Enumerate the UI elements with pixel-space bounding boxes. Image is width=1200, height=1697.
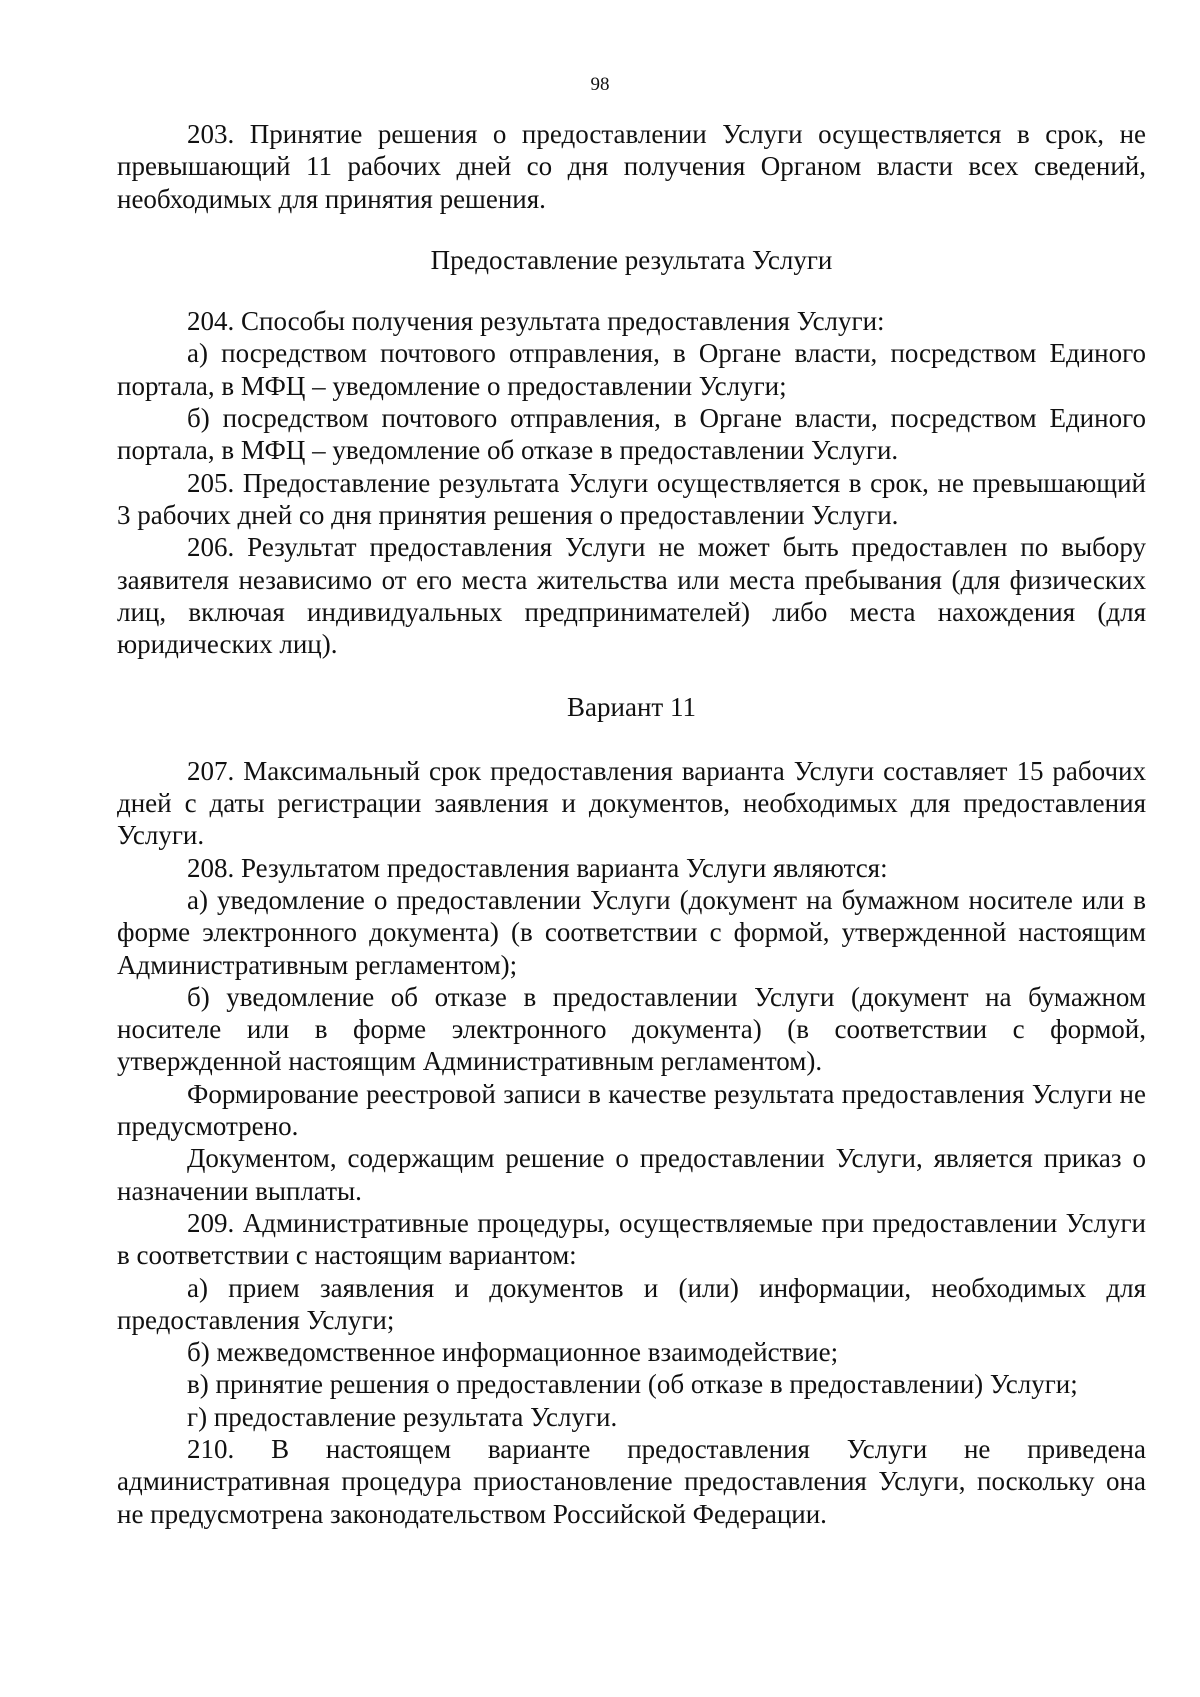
paragraph-209: 209. Административные процедуры, осуществляемые при предоставлении Услуги в соответствии с настоящим вариантом: [117, 1207, 1146, 1271]
paragraph-208: 208. Результатом предоставления варианта Услуги являются: [187, 852, 888, 883]
section-heading-result: Предоставление результата Услуги [430, 244, 833, 275]
paragraph-209-d: г) предоставление результата Услуги. [187, 1401, 618, 1432]
page-number: 98 [590, 74, 610, 95]
paragraph-204: 204. Способы получения результата предоставления Услуги: [187, 306, 885, 337]
paragraph-203: 203. Принятие решения о предоставлении Услуги осуществляется в срок, не превышающий 11 рабочих дней со дня получения Органом власти всех сведений, необходимых для принятия решения. [117, 119, 1146, 214]
paragraph-208-registry: Формирование реестровой записи в качестве результата предоставления Услуги не предусмотрено. [117, 1078, 1146, 1142]
paragraph-209-c: в) принятие решения о предоставлении (об отказе в предоставлении) Услуги; [187, 1369, 1078, 1400]
paragraph-206: 206. Результат предоставления Услуги не может быть предоставлен по выбору заявителя независимо от его места жительства или места пребывания (для физических лиц, включая индивидуальных предпринимателей) либо места нахождения (для юридических лиц). [117, 532, 1146, 660]
paragraph-208-b: б) уведомление об отказе в предоставлении Услуги (документ на бумажном носителе или в форме электронного документа) (в соответствии с формой, утвержденной настоящим Административным регламентом). [117, 981, 1146, 1077]
section-heading-variant: Вариант 11 [567, 692, 696, 723]
paragraph-210: 210. В настоящем варианте предоставления Услуги не приведена административная процедура приостановление предоставления Услуги, поскольку она не предусмотрена законодательством Российской Федерации. [117, 1433, 1146, 1529]
paragraph-204-b: б) посредством почтового отправления, в Органе власти, посредством Единого портала, в МФЦ – уведомление об отказе в предоставлении Услуги. [117, 403, 1146, 466]
paragraph-209-b: б) межведомственное информационное взаимодействие; [187, 1337, 839, 1368]
paragraph-205: 205. Предоставление результата Услуги осуществляется в срок, не превышающий 3 рабочих дней со дня принятия решения о предоставлении Услуги. [117, 467, 1146, 530]
paragraph-204-a: а) посредством почтового отправления, в Органе власти, посредством Единого портала, в МФЦ – уведомление о предоставлении Услуги; [117, 338, 1146, 401]
paragraph-208-a: а) уведомление о предоставлении Услуги (документ на бумажном носителе или в форме электронного документа) (в соответствии с формой, утвержденной настоящим Административным регламентом); [117, 884, 1146, 980]
paragraph-207: 207. Максимальный срок предоставления варианта Услуги составляет 15 рабочих дней с даты регистрации заявления и документов, необходимых для предоставления Услуги. [117, 755, 1146, 851]
document-body [117, 118, 1146, 1530]
paragraph-208-document: Документом, содержащим решение о предоставлении Услуги, является приказ о назначении выплаты. [117, 1143, 1146, 1206]
paragraph-209-a: а) прием заявления и документов и (или) информации, необходимых для предоставления Услуги; [117, 1272, 1146, 1335]
